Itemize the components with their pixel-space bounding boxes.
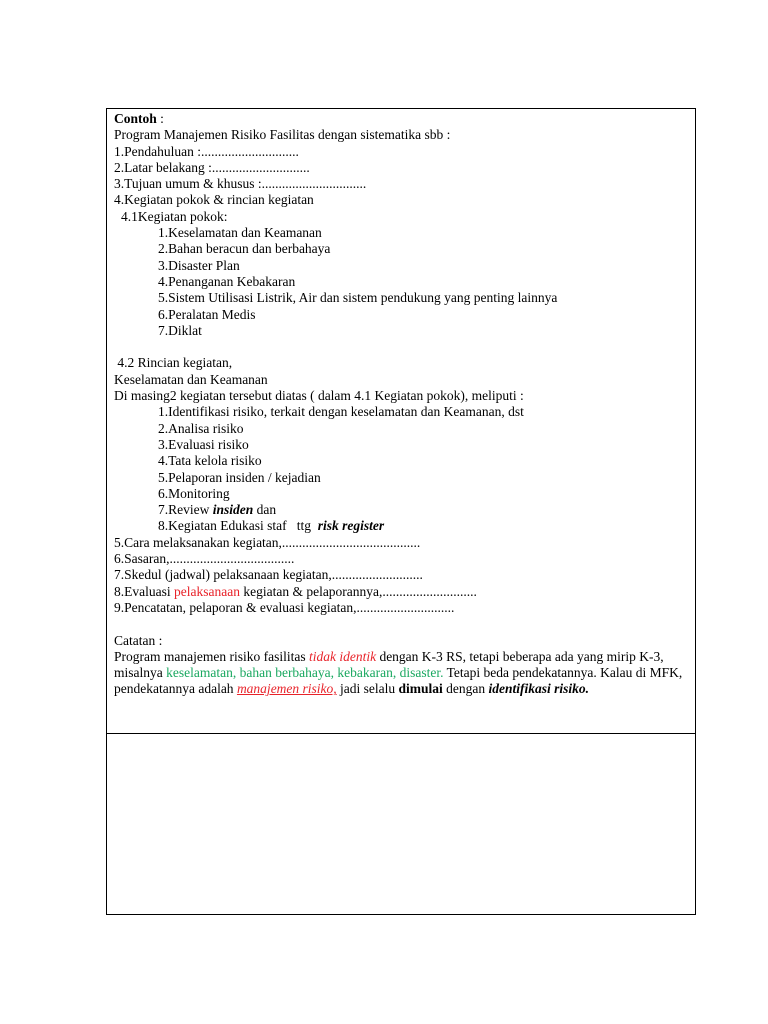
item7-bold: insiden <box>212 502 254 518</box>
kegiatan-pokok-item: 7.Diklat <box>158 322 202 338</box>
spacer <box>114 616 695 632</box>
s8-prefix: 8.Evaluasi <box>114 583 174 599</box>
rincian-item-7 <box>114 502 695 518</box>
kegiatan-pokok-item: 2.Bahan beracun dan berbahaya <box>158 241 331 257</box>
section-3: 3.Tujuan umum & khusus :............................... <box>114 176 367 192</box>
content-cell <box>107 109 695 734</box>
section-2: 2.Latar belakang :............................. <box>114 159 310 175</box>
title-label: Contoh <box>114 111 157 126</box>
rincian-intro: Di masing2 kegiatan tersebut diatas ( dalam 4.1 Kegiatan pokok), meliputi : <box>114 388 524 404</box>
section-8 <box>114 584 695 600</box>
kegiatan-pokok-item: 4.Penanganan Kebakaran <box>158 273 296 289</box>
rincian-item: 6.Monitoring <box>158 485 230 501</box>
rincian-item: 1.Identifikasi risiko, terkait dengan keselamatan dan Keamanan, dst <box>158 404 524 420</box>
catatan-p5-bold: identifikasi risiko. <box>488 681 590 697</box>
item7-suffix: dan <box>253 502 277 518</box>
section-5: 5.Cara melaksanakan kegiatan,......................................... <box>114 534 421 550</box>
document-table <box>106 108 696 915</box>
catatan-p1: Program manajemen risiko fasilitas <box>114 648 309 664</box>
rincian-heading: 4.2 Rincian kegiatan, <box>114 355 233 371</box>
title-colon: : <box>156 111 164 126</box>
section-9: 9.Pencatatan, pelaporan & evaluasi kegiatan,............................. <box>114 599 455 615</box>
catatan-p2-green: keselamatan, bahan berbahaya, kebakaran, disaster. <box>166 665 444 681</box>
rincian-item: 4.Tata kelola risiko <box>158 453 262 469</box>
section-6: 6.Sasaran,..................................... <box>114 551 295 567</box>
catatan-p4-bold: dimulai <box>398 681 443 697</box>
section-1: 1.Pendahuluan :............................. <box>114 143 299 159</box>
item8-prefix: 8.Kegiatan Edukasi staf ttg <box>158 518 318 534</box>
catatan-label: Catatan : <box>114 632 163 648</box>
catatan-p1-red: tidak identik <box>308 648 377 664</box>
rincian-item: 2.Analisa risiko <box>158 420 244 436</box>
intro-line: Program Manajemen Risiko Fasilitas dengan sistematika sbb : <box>114 127 451 143</box>
catatan-p2: dengan K-3 RS, tetapi beberapa ada yang mirip K-3, misalnya <box>114 648 664 681</box>
section-7: 7.Skedul (jadwal) pelaksanaan kegiatan,........................... <box>114 567 423 583</box>
s8-red: pelaksanaan <box>174 583 240 599</box>
kegiatan-pokok-item: 6.Peralatan Medis <box>158 306 256 322</box>
title-line <box>114 111 695 127</box>
catatan-p4: jadi selalu <box>336 681 399 697</box>
rincian-item: 5.Pelaporan insiden / kejadian <box>158 469 321 485</box>
section-4: 4.Kegiatan pokok & rincian kegiatan <box>114 192 314 208</box>
item8-bold: risk register <box>317 518 385 534</box>
kegiatan-pokok-item: 3.Disaster Plan <box>158 257 240 273</box>
kegiatan-pokok-heading: 4.1Kegiatan pokok: <box>121 208 228 224</box>
rincian-subheading: Keselamatan dan Keamanan <box>114 371 268 387</box>
kegiatan-pokok-item: 1.Keselamatan dan Keamanan <box>158 225 322 241</box>
rincian-item: 3.Evaluasi risiko <box>158 436 249 452</box>
spacer <box>114 339 695 355</box>
item7-prefix: 7.Review <box>158 502 213 518</box>
s8-suffix: kegiatan & pelaporannya,............................ <box>239 583 477 599</box>
catatan-p3: Tetapi beda pendekatannya. Kalau di MFK, pendekatannya adalah <box>114 665 683 697</box>
catatan-p3-red: manajemen risiko, <box>236 681 337 697</box>
kegiatan-pokok-item: 5.Sistem Utilisasi Listrik, Air dan sistem pendukung yang penting lainnya <box>158 290 558 306</box>
empty-cell <box>107 734 695 914</box>
rincian-item-8 <box>114 518 695 534</box>
catatan-p5: dengan <box>442 681 489 697</box>
catatan-paragraph <box>114 649 684 698</box>
